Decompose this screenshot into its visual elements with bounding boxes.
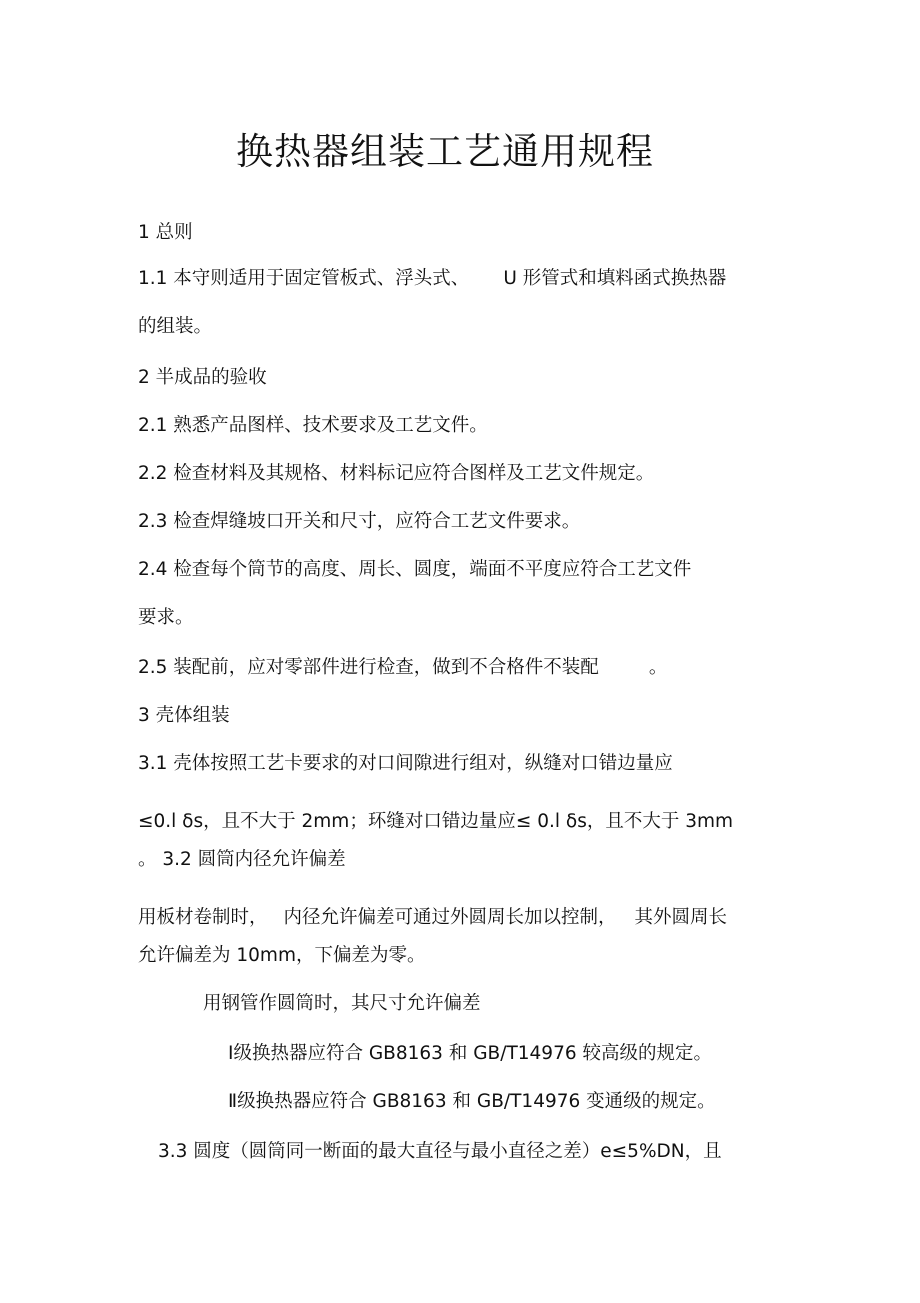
paragraph-2-1: 2.1 熟悉产品图样、技术要求及工艺文件。 [138, 415, 488, 436]
paragraph-2-5 [138, 655, 667, 681]
text-segment: 。 [648, 657, 668, 678]
paragraph-3-1-line-1: 3.1 壳体按照工艺卡要求的对口间隙进行组对，纵缝对口错边量应 [138, 753, 673, 774]
document-title: 换热器组装工艺通用规程 [236, 130, 654, 173]
text-segment: 内径允许偏差可通过外圆周长加以控制， [283, 907, 617, 928]
paragraph-2-3: 2.3 检查焊缝坡口开关和尺寸，应符合工艺文件要求。 [138, 511, 581, 532]
paragraph-2-4-line-1: 2.4 检查每个筒节的高度、周长、圆度，端面不平度应符合工艺文件 [138, 559, 692, 580]
paragraph-3-2-grade-1: Ⅰ级换热器应符合 GB8163 和 GB/T14976 较高级的规定。 [228, 1043, 713, 1064]
text-segment: 1.1 本守则适用于固定管板式、浮头式、 [138, 268, 470, 289]
paragraph-1-1-line-1 [138, 266, 726, 292]
text-segment: 其外圆周长 [634, 907, 728, 928]
text-segment: U 形管式和填料函式换热器 [503, 268, 727, 289]
paragraph-2-4-line-2: 要求。 [138, 607, 194, 628]
paragraph-3-2-line-1 [138, 905, 727, 931]
paragraph-3-2-line-2: 允许偏差为 10mm，下偏差为零。 [138, 945, 426, 966]
paragraph-2-2: 2.2 检查材料及其规格、材料标记应符合图样及工艺文件规定。 [138, 463, 655, 484]
paragraph-3-1-line-2: ≤0.l δs，且不大于 2mm；环缝对口错边量应≤ 0.l δs，且不大于 3mm [138, 811, 734, 832]
section-3-heading: 3 壳体组装 [138, 705, 230, 726]
paragraph-3-2-heading: 。 3.2 圆筒内径允许偏差 [138, 849, 346, 870]
section-2-heading: 2 半成品的验收 [138, 367, 267, 388]
section-1-heading: 1 总则 [138, 222, 193, 243]
paragraph-3-2-grade-2: Ⅱ级换热器应符合 GB8163 和 GB/T14976 变通级的规定。 [228, 1091, 716, 1112]
paragraph-1-1-line-2: 的组装。 [138, 316, 213, 337]
paragraph-3-3: 3.3 圆度（圆筒同一断面的最大直径与最小直径之差）e≤5%DN，且 [158, 1141, 722, 1162]
text-segment: 2.5 装配前，应对零部件进行检查，做到不合格件不装配 [138, 657, 599, 678]
paragraph-3-2-steel-pipe: 用钢管作圆筒时，其尺寸允许偏差 [203, 993, 481, 1014]
text-segment: 用板材卷制时， [138, 907, 268, 928]
